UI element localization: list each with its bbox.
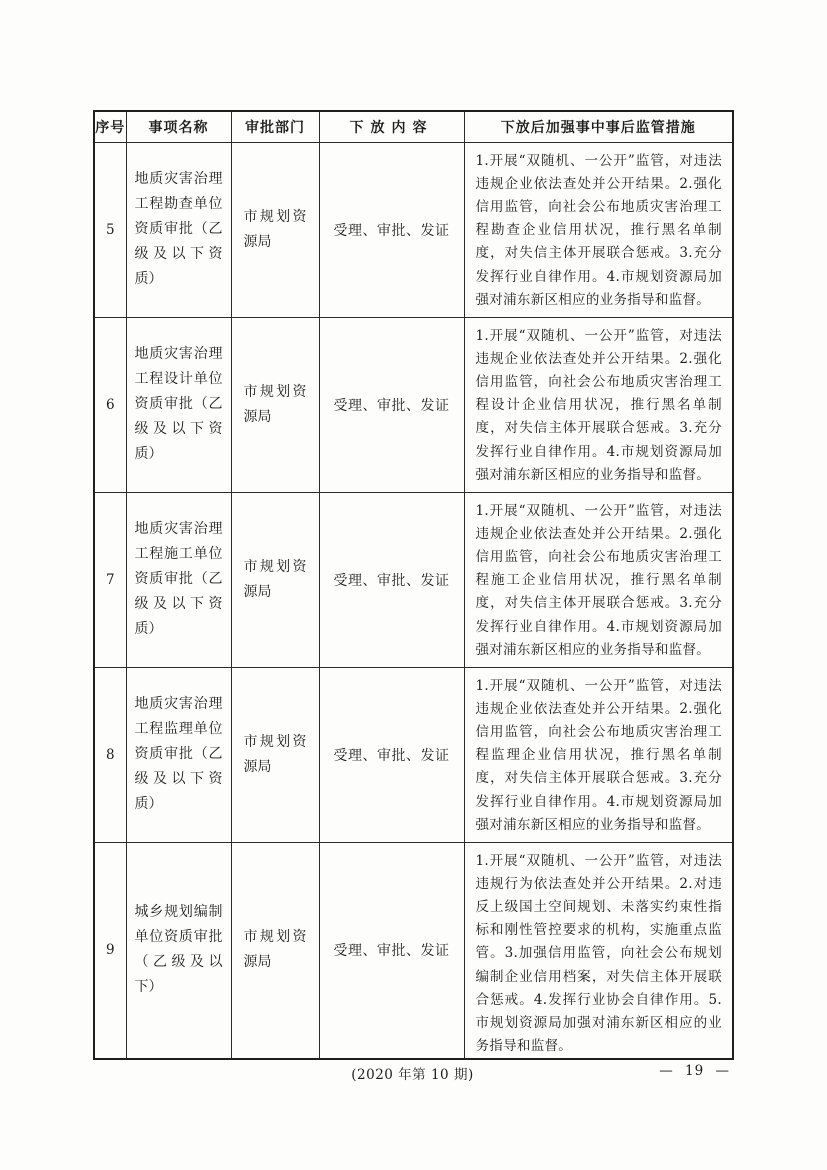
page-footer bbox=[93, 1063, 732, 1083]
cell-supervision-measures: 1.开展“双随机、一公开”监管，对违法违规企业依法查处并公开结果。2.强化信用监管，向社会公布地质灾害治理工程施工企业信用状况，推行黑名单制度，对失信主体开展联合惩戒。3.充分发挥行业自律作用。4.市规划资源局加强对浦东新区相应的业务指导和监督。 bbox=[464, 492, 733, 667]
cell-department: 市规划资源局 bbox=[231, 142, 319, 317]
cell-seq: 9 bbox=[94, 842, 126, 1059]
cell-seq: 5 bbox=[94, 142, 126, 317]
cell-seq: 7 bbox=[94, 492, 126, 667]
cell-supervision-measures: 1.开展“双随机、一公开”监管，对违法违规企业依法查处并公开结果。2.强化信用监管，向社会公布地质灾害治理工程监理企业信用状况，推行黑名单制度，对失信主体开展联合惩戒。3.充分发挥行业自律作用。4.市规划资源局加强对浦东新区相应的业务指导和监督。 bbox=[464, 667, 733, 842]
table-row bbox=[94, 317, 733, 492]
cell-item-name: 地质灾害治理工程设计单位资质审批（乙级及以下资质） bbox=[126, 317, 231, 492]
cell-item-name: 城乡规划编制单位资质审批（乙级及以下） bbox=[126, 842, 231, 1059]
header-seq: 序号 bbox=[94, 111, 126, 142]
table-row bbox=[94, 142, 733, 317]
table-header-row bbox=[94, 111, 733, 142]
cell-department: 市规划资源局 bbox=[231, 667, 319, 842]
table-row bbox=[94, 492, 733, 667]
cell-department: 市规划资源局 bbox=[231, 492, 319, 667]
cell-seq: 8 bbox=[94, 667, 126, 842]
table-row bbox=[94, 667, 733, 842]
journal-issue-label: (2020 年第 10 期) bbox=[351, 1067, 474, 1083]
cell-seq: 6 bbox=[94, 317, 126, 492]
delegation-supervision-table bbox=[93, 110, 734, 1060]
table-row bbox=[94, 842, 733, 1059]
cell-delegated-content: 受理、审批、发证 bbox=[319, 667, 464, 842]
cell-delegated-content: 受理、审批、发证 bbox=[319, 842, 464, 1059]
cell-supervision-measures: 1.开展“双随机、一公开”监管，对违法违规企业依法查处并公开结果。2.强化信用监管，向社会公布地质灾害治理工程勘查企业信用状况，推行黑名单制度，对失信主体开展联合惩戒。3.充分发挥行业自律作用。4.市规划资源局加强对浦东新区相应的业务指导和监督。 bbox=[464, 142, 733, 317]
header-delegated-content: 下放内容 bbox=[319, 111, 464, 142]
cell-delegated-content: 受理、审批、发证 bbox=[319, 142, 464, 317]
page-number: — 19 — bbox=[659, 1063, 730, 1079]
cell-delegated-content: 受理、审批、发证 bbox=[319, 492, 464, 667]
cell-item-name: 地质灾害治理工程勘查单位资质审批（乙级及以下资质） bbox=[126, 142, 231, 317]
header-department: 审批部门 bbox=[231, 111, 319, 142]
cell-department: 市规划资源局 bbox=[231, 842, 319, 1059]
cell-delegated-content: 受理、审批、发证 bbox=[319, 317, 464, 492]
cell-department: 市规划资源局 bbox=[231, 317, 319, 492]
cell-supervision-measures: 1.开展“双随机、一公开”监管，对违法违规企业依法查处并公开结果。2.强化信用监管，向社会公布地质灾害治理工程设计企业信用状况，推行黑名单制度，对失信主体开展联合惩戒。3.充分发挥行业自律作用。4.市规划资源局加强对浦东新区相应的业务指导和监督。 bbox=[464, 317, 733, 492]
cell-item-name: 地质灾害治理工程施工单位资质审批（乙级及以下资质） bbox=[126, 492, 231, 667]
header-supervision-measures: 下放后加强事中事后监管措施 bbox=[464, 111, 733, 142]
cell-item-name: 地质灾害治理工程监理单位资质审批（乙级及以下资质） bbox=[126, 667, 231, 842]
header-item-name: 事项名称 bbox=[126, 111, 231, 142]
cell-supervision-measures: 1.开展“双随机、一公开”监管，对违法违规行为依法查处并公开结果。2.对违反上级国土空间规划、未落实约束性指标和刚性管控要求的机构，实施重点监管。3.加强信用监管，向社会公布规划编制企业信用档案，对失信主体开展联合惩戒。4.发挥行业协会自律作用。5.市规划资源局加强对浦东新区相应的业务指导和监督。 bbox=[464, 842, 733, 1059]
